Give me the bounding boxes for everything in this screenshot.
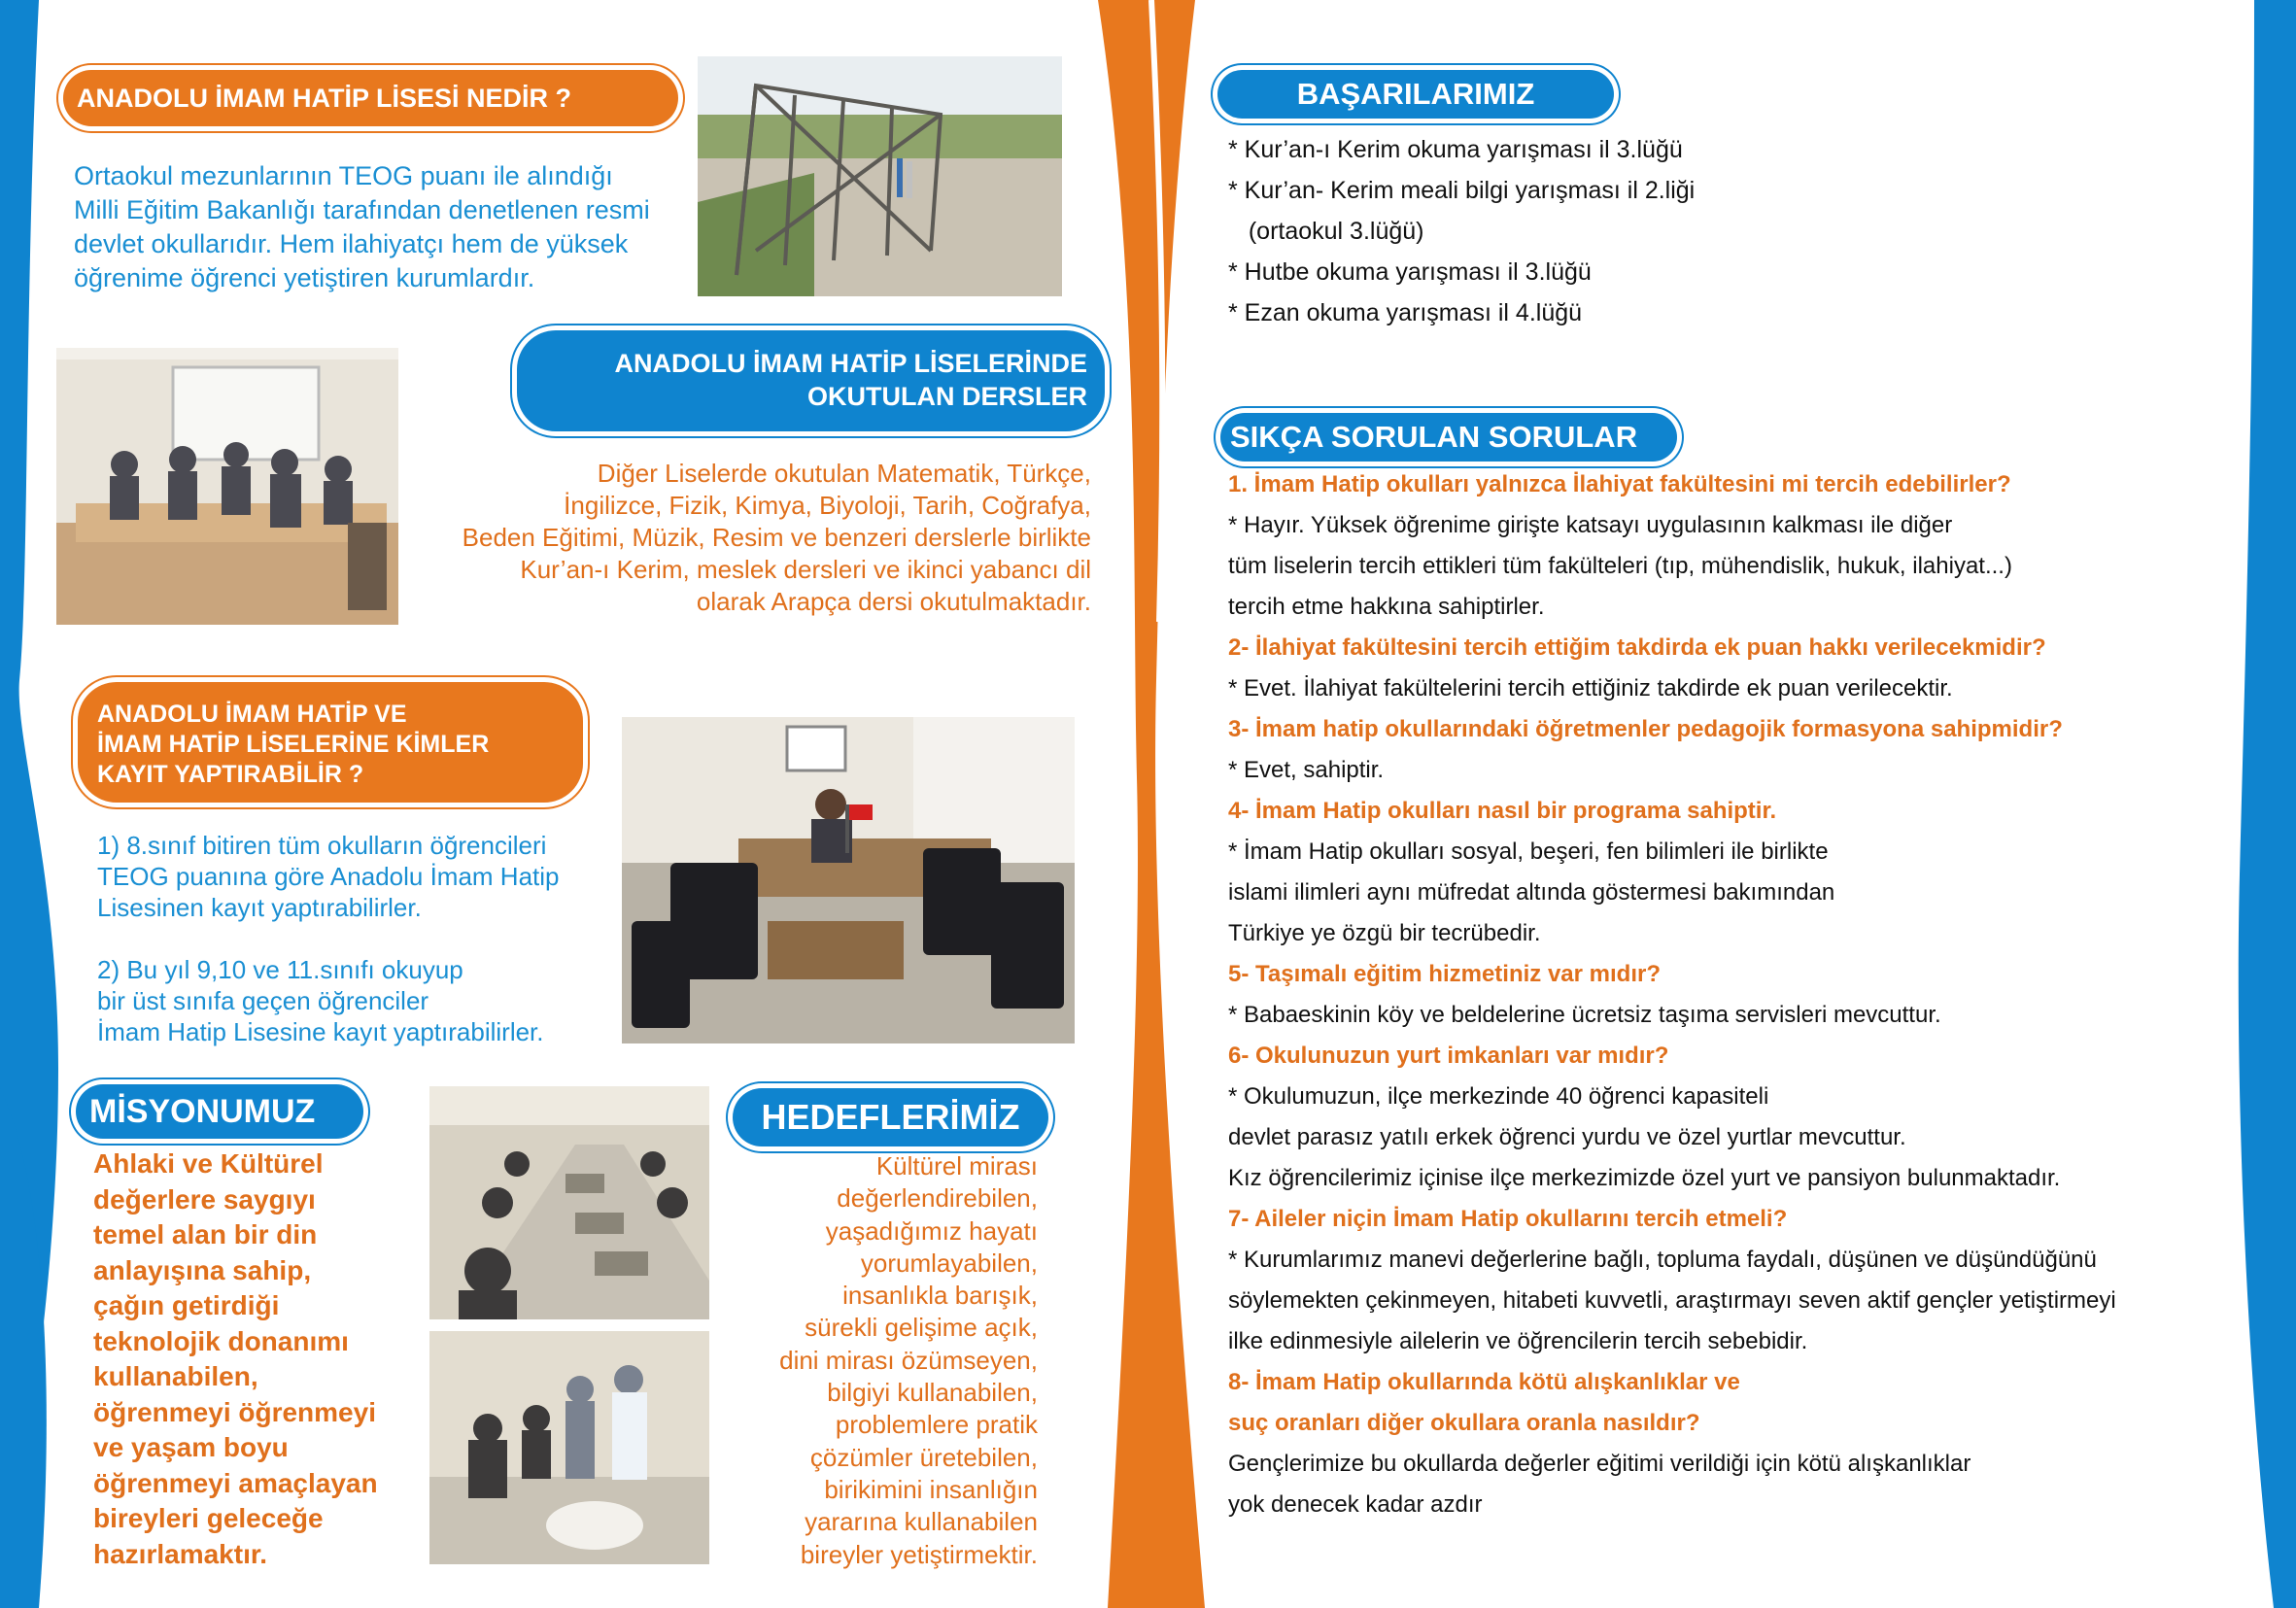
faq-question: 1. İmam Hatip okulları yalnızca İlahiyat fakültesini mi tercih edebilirler? <box>1228 471 2011 497</box>
mission-text <box>93 1146 378 1572</box>
faq-question: 8- İmam Hatip okullarında kötü alışkanlıklar ve <box>1228 1369 1740 1395</box>
faq-answer: yok denecek kadar azdır <box>1228 1491 1483 1518</box>
faq-answer: Kız öğrencilerimiz içinise ilçe merkezimizde özel yurt ve pansiyon bulunmaktadır. <box>1228 1165 2061 1191</box>
who-line: 1) 8.sınıf bitiren tüm okulların öğrencileri <box>97 831 547 860</box>
goals-line: Kültürel mirası <box>875 1151 1038 1180</box>
faq-answer: * Kurumlarımız manevi değerlerine bağlı, topluma faydalı, düşünen ve düşündüğünü <box>1228 1247 2097 1273</box>
faq-question: 6- Okulunuzun yurt imkanları var mıdır? <box>1228 1043 1669 1069</box>
dining-photo-2 <box>429 1331 709 1564</box>
achievement-item: * Kur’an-ı Kerim okuma yarışması il 3.lüğü <box>1228 136 1683 163</box>
faq-answer: Türkiye ye özgü bir tecrübedir. <box>1228 920 1541 946</box>
courses-title <box>517 330 1105 431</box>
faq-answer: * İmam Hatip okulları sosyal, beşeri, fen bilimleri ile birlikte <box>1228 838 1829 865</box>
achievement-item: * Kur’an- Kerim meali bilgi yarışması il 2.liği <box>1228 177 1696 204</box>
mission-title <box>76 1084 363 1139</box>
mission-line: kullanabilen, <box>93 1361 258 1391</box>
goals-line: birikimini insanlığın <box>824 1474 1038 1504</box>
who-title-line: İMAM HATİP LİSELERİNE KİMLER <box>97 731 490 758</box>
what-is-text <box>74 159 650 295</box>
what-is-line: Ortaokul mezunlarının TEOG puanı ile alındığı <box>74 161 613 190</box>
who-line: bir üst sınıfa geçen öğrenciler <box>97 986 429 1015</box>
who-line: İmam Hatip Lisesine kayıt yaptırabilirler. <box>97 1017 544 1046</box>
who-line: TEOG puanına göre Anadolu İmam Hatip <box>97 862 560 891</box>
mission-line: hazırlamaktır. <box>93 1538 267 1569</box>
goals-line: yorumlayabilen, <box>860 1248 1038 1278</box>
faq-answer: Gençlerimize bu okullarda değerler eğitimi verildiği için kötü alışkanlıklar <box>1228 1451 1971 1477</box>
mission-line: çağın getirdiği <box>93 1290 280 1320</box>
goals-line: yaşadığımız hayatı <box>825 1215 1038 1246</box>
courses-line: Beden Eğitimi, Müzik, Resim ve benzeri derslerle birlikte <box>462 523 1091 552</box>
faq-answer: islami ilimleri aynı müfredat altında göstermesi bakımından <box>1228 879 1835 906</box>
goals-line: insanlıkla barışık, <box>842 1281 1038 1311</box>
courses-line: Kur’an-ı Kerim, meslek dersleri ve ikinci yabancı dil <box>520 555 1091 584</box>
faq-answer: tercih etme hakkına sahiptirler. <box>1228 594 1545 620</box>
center-orange-band <box>1098 0 1205 1608</box>
courses-text <box>463 458 1091 618</box>
what-is-line: devlet okullarıdır. Hem ilahiyatçı hem de yüksek <box>74 229 629 258</box>
faq-list <box>1228 464 2116 1525</box>
mission-line: ve yaşam boyu <box>93 1432 289 1462</box>
mission-line: öğrenmeyi öğrenmeyi <box>93 1396 376 1427</box>
goals-line: bilgiyi kullanabilen, <box>827 1378 1038 1408</box>
dining-photo-1 <box>429 1086 709 1319</box>
goals-line: yararına kullanabilen <box>805 1507 1038 1537</box>
courses-line: Diğer Liselerde okutulan Matematik, Türkçe, <box>597 459 1091 488</box>
achievement-item: * Ezan okuma yarışması il 4.lüğü <box>1228 299 1583 326</box>
faq-question: 4- İmam Hatip okulları nasıl bir programa sahiptir. <box>1228 798 1777 824</box>
mission-line: anlayışına sahip, <box>93 1254 312 1285</box>
courses-line: olarak Arapça dersi okutulmaktadır. <box>696 587 1091 616</box>
courses-title-line: OKUTULAN DERSLER <box>807 382 1087 411</box>
faq-answer: * Hayır. Yüksek öğrenime girişte katsayı uygulasının kalkması ile diğer <box>1228 512 1953 538</box>
faq-answer: * Evet. İlahiyat fakültelerini tercih ettiğiniz takdirde ek puan verilecektir. <box>1228 675 1953 701</box>
goals-line: bireyler yetiştirmektir. <box>800 1539 1038 1569</box>
faq-answer: * Evet, sahiptir. <box>1228 757 1385 783</box>
mission-title-text: MİSYONUMUZ <box>89 1093 316 1130</box>
who-text <box>97 830 560 1047</box>
achievements-title <box>1217 70 1614 119</box>
who-title-line: ANADOLU İMAM HATİP VE <box>97 701 407 728</box>
goals-text <box>779 1150 1038 1571</box>
faq-answer: tüm liselerin tercih ettikleri tüm fakülteleri (tıp, mühendislik, hukuk, ilahiyat...) <box>1228 553 2012 579</box>
goals-title-text: HEDEFLERİMİZ <box>761 1097 1020 1137</box>
faq-answer: devlet parasız yatılı erkek öğrenci yurdu ve özel yurtlar mevcuttur. <box>1228 1124 1906 1150</box>
courses-title-line: ANADOLU İMAM HATİP LİSELERİNDE <box>614 349 1087 378</box>
courses-line: İngilizce, Fizik, Kimya, Biyoloji, Tarih, Coğrafya, <box>564 491 1091 520</box>
office-photo <box>622 717 1075 1043</box>
goals-line: dini mirası özümseyen, <box>779 1345 1038 1375</box>
goals-line: çözümler üretebilen, <box>809 1442 1038 1472</box>
who-title-line: KAYIT YAPTIRABİLİR ? <box>97 761 364 788</box>
what-is-line: Milli Eğitim Bakanlığı tarafından denetlenen resmi <box>74 195 650 224</box>
goals-line: sürekli gelişime açık, <box>805 1313 1038 1343</box>
faq-answer: * Babaeskinin köy ve beldelerine ücretsiz taşıma servisleri mevcuttur. <box>1228 1002 1941 1028</box>
who-line: Lisesinen kayıt yaptırabilirler. <box>97 893 422 922</box>
mission-line: öğrenmeyi amaçlayan <box>93 1467 378 1498</box>
what-is-line: öğrenime öğrenci yetiştiren kurumlardır. <box>74 263 535 292</box>
mission-line: teknolojik donanımı <box>93 1325 349 1356</box>
achievement-item: (ortaokul 3.lüğü) <box>1228 218 1424 245</box>
what-is-title <box>63 70 678 126</box>
goals-title <box>733 1088 1048 1146</box>
faq-title <box>1220 413 1677 462</box>
mission-line: temel alan bir din <box>93 1219 318 1249</box>
achievements-list <box>1228 129 1695 333</box>
mission-line: bireyleri geleceğe <box>93 1503 324 1533</box>
sports-field-photo <box>698 56 1062 296</box>
who-title <box>78 682 583 803</box>
who-line: 2) Bu yıl 9,10 ve 11.sınıfı okuyup <box>97 955 463 984</box>
faq-answer: * Okulumuzun, ilçe merkezinde 40 öğrenci kapasiteli <box>1228 1083 1769 1110</box>
faq-answer: ilke edinmesiyle ailelerin ve öğrencilerin tercih sebebidir. <box>1228 1328 1808 1354</box>
classroom-photo <box>56 348 398 625</box>
goals-line: problemlere pratik <box>835 1410 1038 1440</box>
what-is-title-text: ANADOLU İMAM HATİP LİSESİ NEDİR ? <box>77 84 572 113</box>
faq-question: suç oranları diğer okullara oranla nasıldır? <box>1228 1410 1700 1436</box>
faq-answer: söylemekten çekinmeyen, hitabeti kuvvetli, araştırmayı seven aktif gençler yetiştirmeyi <box>1228 1287 2116 1314</box>
mission-line: Ahlaki ve Kültürel <box>93 1148 324 1179</box>
faq-question: 3- İmam hatip okullarındaki öğretmenler pedagojik formasyona sahipmidir? <box>1228 716 2063 742</box>
faq-question: 7- Aileler niçin İmam Hatip okullarını tercih etmeli? <box>1228 1206 1788 1232</box>
faq-question: 5- Taşımalı eğitim hizmetiniz var mıdır? <box>1228 961 1661 987</box>
faq-title-text: SIKÇA SORULAN SORULAR <box>1230 420 1638 454</box>
achievement-item: * Hutbe okuma yarışması il 3.lüğü <box>1228 258 1592 286</box>
faq-question: 2- İlahiyat fakültesini tercih ettiğim takdirda ek puan hakkı verilecekmidir? <box>1228 634 2046 661</box>
right-blue-swoosh <box>2239 0 2296 1608</box>
goals-line: değerlendirebilen, <box>837 1183 1038 1214</box>
achievements-title-text: BAŞARILARIMIZ <box>1296 77 1535 111</box>
mission-line: değerlere saygıyı <box>93 1183 316 1215</box>
